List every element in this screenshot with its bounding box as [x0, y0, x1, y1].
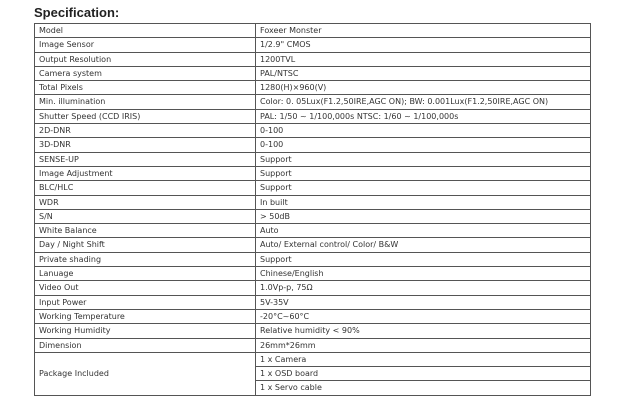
table-row: [35, 267, 591, 281]
spec-value: Auto/ External control/ Color/ B&W: [256, 238, 591, 252]
spec-label: Day / Night Shift: [35, 238, 256, 252]
table-row: [35, 338, 591, 352]
table-row: [35, 295, 591, 309]
spec-label: Dimension: [35, 338, 256, 352]
table-row: [35, 252, 591, 266]
spec-value: 0-100: [256, 138, 591, 152]
spec-label: Image Adjustment: [35, 166, 256, 180]
spec-label: Model: [35, 24, 256, 38]
spec-value: 26mm*26mm: [256, 338, 591, 352]
package-item: 1 x Servo cable: [256, 381, 591, 395]
specification-table: [34, 23, 591, 396]
spec-value: Support: [256, 181, 591, 195]
spec-value: PAL/NTSC: [256, 66, 591, 80]
table-row: [35, 109, 591, 123]
spec-label: 2D-DNR: [35, 124, 256, 138]
package-item: 1 x OSD board: [256, 367, 591, 381]
specification-table-body: [35, 24, 591, 396]
spec-label: BLC/HLC: [35, 181, 256, 195]
table-row: [35, 209, 591, 223]
spec-label: Output Resolution: [35, 52, 256, 66]
spec-label: 3D-DNR: [35, 138, 256, 152]
table-row: [35, 352, 591, 366]
spec-value: Auto: [256, 224, 591, 238]
spec-label: Lanuage: [35, 267, 256, 281]
spec-label: S/N: [35, 209, 256, 223]
spec-label: Shutter Speed (CCD IRIS): [35, 109, 256, 123]
spec-value: > 50dB: [256, 209, 591, 223]
spec-value: In built: [256, 195, 591, 209]
spec-label: Input Power: [35, 295, 256, 309]
spec-label: Video Out: [35, 281, 256, 295]
spec-value: Foxeer Monster: [256, 24, 591, 38]
spec-label: Camera system: [35, 66, 256, 80]
spec-label: White Balance: [35, 224, 256, 238]
table-row: [35, 152, 591, 166]
spec-label: Total Pixels: [35, 81, 256, 95]
table-row: [35, 238, 591, 252]
package-included-label: Package Included: [35, 352, 256, 395]
table-row: [35, 324, 591, 338]
spec-label: SENSE-UP: [35, 152, 256, 166]
table-row: [35, 52, 591, 66]
spec-value: 1200TVL: [256, 52, 591, 66]
table-row: [35, 24, 591, 38]
table-row: [35, 38, 591, 52]
spec-value: Chinese/English: [256, 267, 591, 281]
table-row: [35, 224, 591, 238]
table-row: [35, 95, 591, 109]
spec-label: Working Temperature: [35, 309, 256, 323]
spec-value: Support: [256, 252, 591, 266]
table-row: [35, 166, 591, 180]
table-row: [35, 124, 591, 138]
spec-value: Support: [256, 152, 591, 166]
package-item: 1 x Camera: [256, 352, 591, 366]
spec-value: 1.0Vp-p, 75Ω: [256, 281, 591, 295]
spec-label: Image Sensor: [35, 38, 256, 52]
spec-label: Min. illumination: [35, 95, 256, 109]
spec-value: 1280(H)×960(V): [256, 81, 591, 95]
spec-value: Support: [256, 166, 591, 180]
table-row: [35, 66, 591, 80]
spec-value: -20°C~60°C: [256, 309, 591, 323]
spec-label: Working Humidity: [35, 324, 256, 338]
spec-value: PAL: 1/50 ~ 1/100,000s NTSC: 1/60 ~ 1/100,000s: [256, 109, 591, 123]
table-row: [35, 81, 591, 95]
table-row: [35, 181, 591, 195]
spec-value: 5V-35V: [256, 295, 591, 309]
table-row: [35, 281, 591, 295]
table-row: [35, 195, 591, 209]
spec-value: 1/2.9" CMOS: [256, 38, 591, 52]
spec-value: Relative humidity < 90%: [256, 324, 591, 338]
spec-label: WDR: [35, 195, 256, 209]
spec-value: 0-100: [256, 124, 591, 138]
table-row: [35, 138, 591, 152]
spec-label: Private shading: [35, 252, 256, 266]
specification-heading: Specification:: [34, 5, 120, 20]
spec-value: Color: 0. 05Lux(F1.2,50IRE,AGC ON); BW: 0.001Lux(F1.2,50IRE,AGC ON): [256, 95, 591, 109]
table-row: [35, 309, 591, 323]
